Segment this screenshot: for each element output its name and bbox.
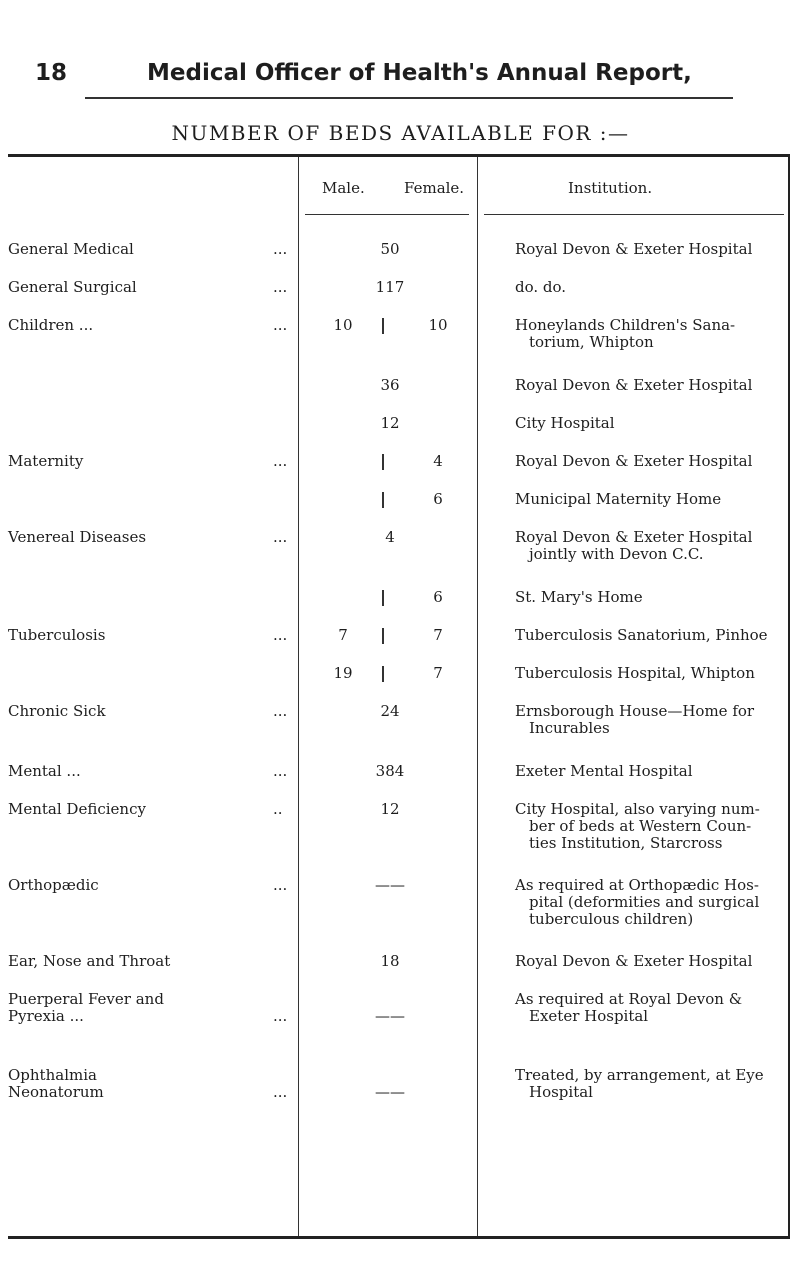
bed-count-combined: 12: [380, 800, 400, 818]
bed-count-female: 7: [433, 664, 443, 682]
bed-count-combined: 36: [380, 376, 400, 394]
row-institution: Exeter Hospital: [529, 1007, 649, 1025]
bed-count-combined: 24: [380, 702, 400, 720]
row-institution: Hospital: [529, 1083, 593, 1101]
row-category: General Medical: [8, 240, 134, 258]
row-institution: As required at Orthopædic Hos-: [515, 876, 759, 894]
row-dots: ...: [273, 1083, 288, 1101]
bed-count-combined: 18: [380, 952, 400, 970]
page-title: Medical Officer of Health's Annual Report,: [147, 60, 692, 86]
row-dots: ...: [273, 240, 288, 258]
bed-count-female: 7: [433, 626, 443, 644]
bed-count-combined: ——: [375, 1083, 405, 1101]
row-institution: Tuberculosis Sanatorium, Pinhoe: [515, 626, 768, 644]
row-dots: ...: [273, 528, 288, 546]
column-header-female: Female.: [404, 179, 465, 197]
bed-count-male: 7: [338, 626, 348, 644]
row-institution: pital (deformities and surgical: [529, 893, 760, 911]
row-institution: City Hospital, also varying num-: [515, 800, 760, 818]
bed-count-combined: ——: [375, 876, 405, 894]
row-category: Children ...: [8, 316, 94, 334]
row-institution: St. Mary's Home: [515, 588, 643, 606]
male-female-divider: [382, 628, 384, 644]
row-dots: ...: [273, 278, 288, 296]
row-institution: Incurables: [529, 719, 610, 737]
row-category: Ear, Nose and Throat: [8, 952, 171, 970]
column-header-institution: Institution.: [568, 179, 653, 197]
row-category: Mental ...: [8, 762, 81, 780]
bed-count-combined: 4: [385, 528, 395, 546]
beds-table: [8, 154, 790, 1239]
column-divider: [298, 157, 299, 1236]
page-number: 18: [35, 60, 68, 86]
bed-count-female: 10: [428, 316, 448, 334]
bed-count-combined: 50: [380, 240, 400, 258]
row-institution: Honeylands Children's Sana-: [515, 316, 736, 334]
row-category: Pyrexia ...: [8, 1007, 84, 1025]
row-dots: ...: [273, 876, 288, 894]
row-institution: jointly with Devon C.C.: [529, 545, 704, 563]
row-institution: Treated, by arrangement, at Eye: [515, 1066, 764, 1084]
row-category: Neonatorum: [8, 1083, 104, 1101]
row-category: General Surgical: [8, 278, 137, 296]
header-underline: [305, 214, 469, 215]
row-category: Venereal Diseases: [8, 528, 147, 546]
row-institution: Royal Devon & Exeter Hospital: [515, 376, 753, 394]
bed-count-combined: 12: [380, 414, 400, 432]
row-category: Chronic Sick: [8, 702, 106, 720]
row-dots: ...: [273, 702, 288, 720]
column-divider: [477, 157, 478, 1236]
row-category: Puerperal Fever and: [8, 990, 164, 1008]
row-category: Ophthalmia: [8, 1066, 97, 1084]
row-institution: Tuberculosis Hospital, Whipton: [515, 664, 755, 682]
bed-count-male: 10: [333, 316, 353, 334]
column-header-male: Male.: [322, 179, 365, 197]
male-female-divider: [382, 454, 384, 470]
row-dots: ...: [273, 316, 288, 334]
row-dots: ...: [273, 1007, 288, 1025]
page-header: [35, 60, 735, 100]
row-institution: Municipal Maternity Home: [515, 490, 722, 508]
row-institution: Royal Devon & Exeter Hospital: [515, 240, 753, 258]
male-female-divider: [382, 666, 384, 682]
bed-count-combined: ——: [375, 1007, 405, 1025]
row-institution: As required at Royal Devon &: [515, 990, 743, 1008]
row-institution: Royal Devon & Exeter Hospital: [515, 452, 753, 470]
bed-count-combined: 384: [375, 762, 405, 780]
row-category: Orthopædic: [8, 876, 99, 894]
male-female-divider: [382, 318, 384, 334]
row-category: Tuberculosis: [8, 626, 106, 644]
bed-count-male: 19: [333, 664, 353, 682]
male-female-divider: [382, 492, 384, 508]
bed-count-female: 6: [433, 490, 443, 508]
row-institution: Royal Devon & Exeter Hospital: [515, 528, 753, 546]
row-institution: Royal Devon & Exeter Hospital: [515, 952, 753, 970]
row-institution: do. do.: [515, 278, 567, 296]
row-dots: ...: [273, 626, 288, 644]
male-female-divider: [382, 590, 384, 606]
row-institution: ties Institution, Starcross: [529, 834, 723, 852]
row-dots: ..: [273, 800, 283, 818]
row-institution: Ernsborough House—Home for: [515, 702, 755, 720]
row-institution: Exeter Mental Hospital: [515, 762, 693, 780]
row-institution: tuberculous children): [529, 910, 694, 928]
bed-count-female: 4: [433, 452, 443, 470]
header-rule: [85, 97, 733, 99]
row-dots: ...: [273, 762, 288, 780]
row-category: Maternity: [8, 452, 84, 470]
bed-count-female: 6: [433, 588, 443, 606]
row-institution: torium, Whipton: [529, 333, 654, 351]
row-institution: City Hospital: [515, 414, 615, 432]
header-underline: [484, 214, 784, 215]
row-category: Mental Deficiency: [8, 800, 146, 818]
row-institution: ber of beds at Western Coun-: [529, 817, 752, 835]
row-dots: ...: [273, 452, 288, 470]
table-title: NUMBER OF BEDS AVAILABLE FOR :—: [171, 121, 630, 145]
bed-count-combined: 117: [375, 278, 405, 296]
